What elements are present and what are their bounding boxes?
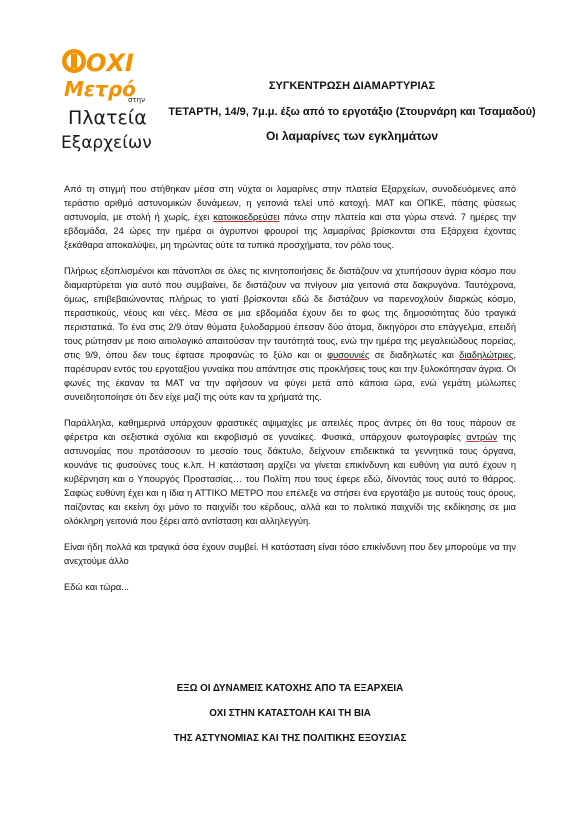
- paragraph-3: Παράλληλα, καθημερινά υπάρχουν φραστικές αψιμαχίες με απειλές προς άντρες ότι θα τους πάρουν σε φέρετρα και σεξιστικά σχόλια και εκφοβισμό σε γυναίκες. Φυσικά, υπάρχουν φωτογραφίες αντρών της αστυνομίας που προτάσσουν το μεσαίο τους δάκτυλο, δείχνουν επιδεικτικά τα γεννητικά τους όργανα, κουνάνε τις φυσούνες τους κ.λπ. Η κατάσταση αρχίζει να γίνεται επικίνδυνη και ευθύνη για αυτό έχουν η κυβέρνηση και ο Υπουργός Προστασίας… του Πολίτη που τους έφερε εδώ, δίνοντάς τους αυτό το θάρρος. Σαφώς ευθύνη έχει και η ίδια η ΑΤΤΙΚΟ ΜΕΤΡΟ που επέλεξε να στήσει ένα εργοτάξιο με αυτούς τους όρους, παίζοντας και εκείνη όχι μόνο το παιχνίδι του κέρδους, αλλά και το πολιτικό παιχνίδι της εκδίκησης σε μια ολόκληρη γειτονιά που ξέρει από αντίσταση και αλληλεγγύη.: [64, 418, 516, 526]
- slogan-2: ΟΧΙ ΣΤΗΝ ΚΑΤΑΣΤΟΛΗ ΚΑΙ ΤΗ ΒΙΑ: [209, 708, 371, 719]
- slogan-1: ΕΞΩ ΟΙ ΔΥΝΑΜΕΙΣ ΚΑΤΟΧΗΣ ΑΠΟ ΤΑ ΕΞΑΡΧΕΙΑ: [176, 683, 404, 694]
- header: [162, 78, 542, 144]
- logo-line-1: ΟΧΙ: [86, 49, 134, 77]
- paragraph-1: Από τη στιγμή που στήθηκαν μέσα στη νύχτα οι λαμαρίνες στην πλατεία Εξαρχείων, συνοδευόμενες από τεράστιο αριθμό αστυνομικών δυνάμεων, η γειτονιά τελεί υπό κατοχή. ΜΑΤ και ΟΠΚΕ, πάσης φύσεως αστυνομία, με στολή ή χωρίς, έχει κατοικοεδρεύσει πάνω στην πλατεία και στα γύρω στενά. 7 ημέρες την εβδομάδα, 24 ώρες την ημέρα οι άγρυπνοι φρουροί της λαμαρίνας βρίσκονται στα Εξάρχεια έχοντας ξεκάθαρα αποκαλύψει, μη τηρώντας ούτε τα τυπικά προσχήματα, τον ρόλο τους.: [64, 184, 517, 250]
- slogan-3: ΤΗΣ ΑΣΤΥΝΟΜΙΑΣ ΚΑΙ ΤΗΣ ΠΟΛΙΤΙΚΗΣ ΕΞΟΥΣΙΑΣ: [173, 733, 407, 744]
- article-body: [64, 182, 516, 606]
- underlined-word: φυσουνιές: [327, 350, 370, 360]
- logo-line-3: Πλατεία: [68, 107, 147, 129]
- logo-small-word: στην: [128, 96, 145, 104]
- metro-circle-icon: [62, 49, 86, 73]
- underlined-word: κατοικοεδρεύσει: [213, 212, 280, 222]
- paragraph-4: Είναι ήδη πολλά και τραγικά όσα έχουν συμβεί. Η κατάσταση είναι τόσο επικίνδυνη που δεν μπορούμε να την ανεχτούμε άλλο: [64, 542, 516, 566]
- logo-line-4: Εξαρχείων: [61, 133, 152, 153]
- logo-line-2: Μετρό: [64, 77, 136, 101]
- underlined-word: διαδηλώτριες: [459, 350, 514, 360]
- underlined-word: αντρών: [466, 432, 498, 442]
- paragraph-5: Εδώ και τώρα...: [64, 582, 129, 592]
- slogans: [64, 682, 516, 757]
- paragraph-2: Πλήρως εξοπλισμένοι και πάνοπλοι σε όλες τις κινητοποιήσεις δε διστάζουν να χτυπήσουν άγρια κόσμο που διαμαρτύρεται για αυτό που συμβαίνει, δε διστάζουν να πνίγουν μια γειτονιά στα δακρυγόνα. Ταυτόχρονα, όμως, επιβεβαιώνοντας πλήρως το γιατί βρίσκονται εδώ δε διστάζουν να παρενοχλούν διαρκώς κόσμο, περαστικούς, νέους και νέες. Μέσα σε μια εβδομάδα έχουν δει το φως της δημοσιότητας δύο τραγικά περιστατικά. Το ένα στις 2/9 όταν θύματα ξυλοδαρμού έπεσαν δύο άτομα, δικηγόροι στο επάγγελμα, επειδή τους ρώτησαν με ποιο αιτιολογικό απαιτούσαν την ταυτότητά τους, ενώ την ημέρα της μεγαλειώδους πορείας, στις 9/9, όπου δεν τους έφτασε προφανώς το ξύλο και οι φυσουνιές σε διαδηλωτές και διαδηλώτριες, παρέσυραν εντός του εργοταξίου γυναίκα που απάντησε στις προκλήσεις τους και την ξυλοκόπησαν άγρια. Οι φωνές της έκαναν τα ΜΑΤ να την αφήσουν να φύγει μετά από κάποια ώρα, ενώ γεμάτη μώλωπες συνειδητοποίησε ότι δεν είχε μαζί της ούτε καν τα χρήματά της.: [64, 266, 516, 402]
- page-title: ΣΥΓΚΕΝΤΡΩΣΗ ΔΙΑΜΑΡΤΥΡΙΑΣ: [268, 80, 436, 92]
- logo: [58, 44, 154, 156]
- event-details: ΤΕΤΑΡΤΗ, 14/9, 7μ.μ. έξω από το εργοτάξιο (Στουρνάρη και Τσαμαδού): [168, 106, 536, 118]
- subtitle: Οι λαμαρίνες των εγκλημάτων: [265, 129, 439, 143]
